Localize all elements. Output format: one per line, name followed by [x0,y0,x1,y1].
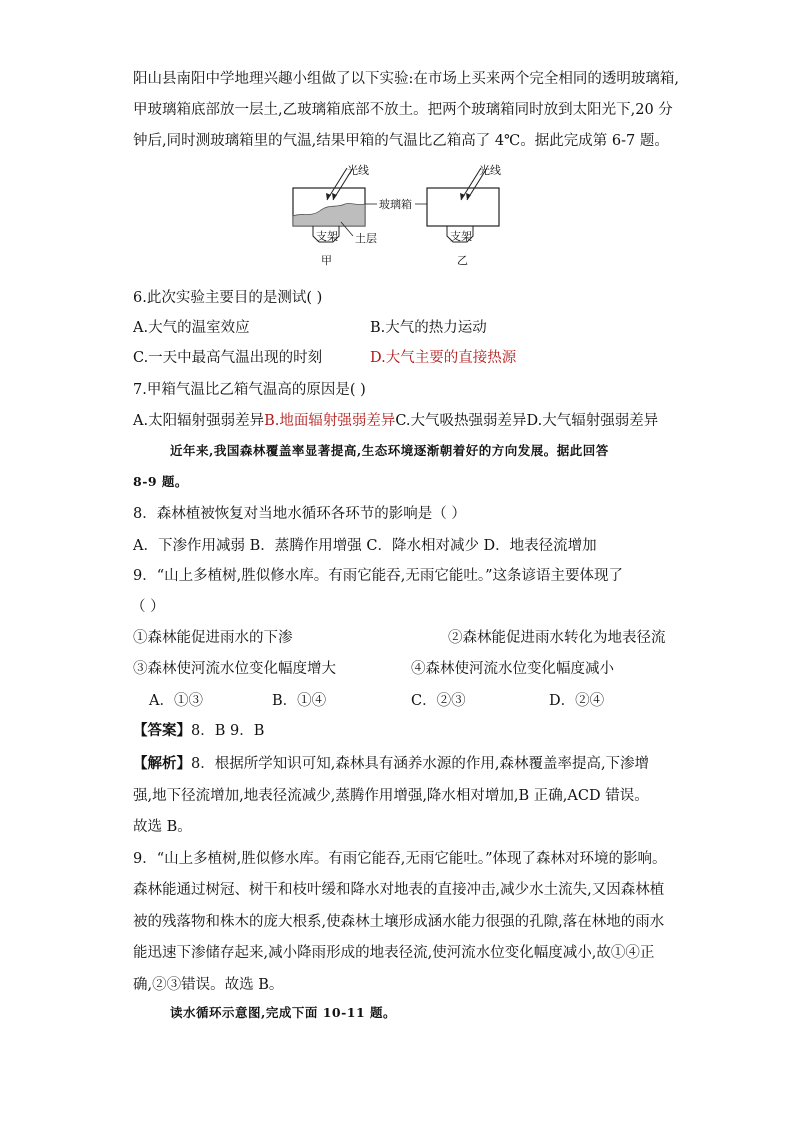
q9-option-c: C．②③ [411,693,466,709]
q6-option-a: A.大气的温室效应 [133,320,250,336]
analysis-line-4: 9．“山上多植树,胜似修水库。有雨它能吞,无雨它能吐。”体现了森林对环境的影响。 [133,851,667,867]
q6-option-b: B.大气的热力运动 [370,320,487,336]
intro-line-2: 甲玻璃箱底部放一层土,乙玻璃箱底部不放土。把两个玻璃箱同时放到太阳光下,20 分 [133,102,673,118]
box-label-a: 甲 [321,254,332,267]
answer-text: 8．B 9．B [191,723,265,739]
q6-option-d: D.大气主要的直接热源 [370,350,517,366]
q9-statement-1: ①森林能促进雨水的下渗 [133,630,293,646]
analysis-line-6: 被的残落物和株木的庞大根系,使森林土壤形成涵水能力很强的孔隙,落在林地的雨水 [133,914,665,930]
analysis-tag: 【解析】 [133,755,191,772]
stand-label-b: 支架 [450,230,472,243]
glass-box-b [427,188,499,226]
q9-option-a: A．①③ [149,693,203,709]
q9-statement-3: ③森林使河流水位变化幅度增大 [133,661,336,677]
q6-option-c: C.一天中最高气温出现的时刻 [133,350,323,366]
experiment-diagram [285,160,515,270]
q6-stem: 6.此次实验主要目的是测试( ) [133,290,323,306]
soil-label: 土层 [355,232,377,245]
intro-line-3: 钟后,同时测玻璃箱里的气温,结果甲箱的气温比乙箱高了 4℃。据此完成第 6-7 题。 [133,133,669,149]
analysis-text-1: 8．根据所学知识可知,森林具有涵养水源的作用,森林覆盖率提高,下渗增 [191,756,650,772]
q7-option-d: D.大气辐射强弱差异 [526,413,659,429]
passage2-line-1: 近年来,我国森林覆盖率显著提高,生态环境逐渐朝着好的方向发展。据此回答 [170,443,609,458]
q7-option-b: B.地面辐射强弱差异 [264,413,396,429]
light-label-a: 光线 [347,164,369,177]
intro-line-1: 阳山县南阳中学地理兴趣小组做了以下实验:在市场上买来两个完全相同的透明玻璃箱, [133,71,679,87]
q9-stem: 9．“山上多植树,胜似修水库。有雨它能吞,无雨它能吐。”这条谚语主要体现了 [133,568,624,584]
q8-options: A．下渗作用减弱 B．蒸腾作用增强 C．降水相对减少 D．地表径流增加 [133,538,597,554]
analysis-line-5: 森林能通过树冠、树干和枝叶缓和降水对地表的直接冲击,减少水土流失,又因森林植 [133,882,665,898]
answer-line [133,721,264,741]
passage2-line-2: 8-9 题。 [133,474,188,489]
analysis-line-8: 确,②③错误。故选 B。 [133,977,284,993]
q8-stem: 8．森林植被恢复对当地水循环各环节的影响是（ ） [133,506,466,522]
q7-option-c: C.大气吸热强弱差异 [395,413,527,429]
analysis-line-3: 故选 B。 [133,819,192,835]
answer-tag: 【答案】 [133,722,191,739]
q9-paren: （ ） [131,599,165,615]
q9-option-b: B．①④ [272,693,327,709]
footer-passage: 读水循环示意图,完成下面 10-11 题。 [170,1005,397,1020]
q9-statement-4: ④森林使河流水位变化幅度减小 [411,661,614,677]
glass-box-label: 玻璃箱 [379,198,412,211]
analysis-line-2: 强,地下径流增加,地表径流减少,蒸腾作用增强,降水相对增加,B 正确,ACD 错误。 [133,788,649,804]
q9-option-d: D．②④ [549,693,605,709]
analysis-line-1 [133,754,649,774]
soil-layer [293,203,365,226]
analysis-line-7: 能迅速下渗储存起来,减小降雨形成的地表径流,使河流水位变化幅度减小,故①④正 [133,945,655,961]
q7-options [133,411,658,431]
q7-stem: 7.甲箱气温比乙箱气温高的原因是( ) [133,382,366,398]
q9-statement-2: ②森林能促进雨水转化为地表径流 [448,630,666,646]
light-label-b: 光线 [479,164,501,177]
box-label-b: 乙 [457,254,468,267]
q7-option-a: A.太阳辐射强弱差异 [133,413,265,429]
stand-label-a: 支架 [316,230,338,243]
